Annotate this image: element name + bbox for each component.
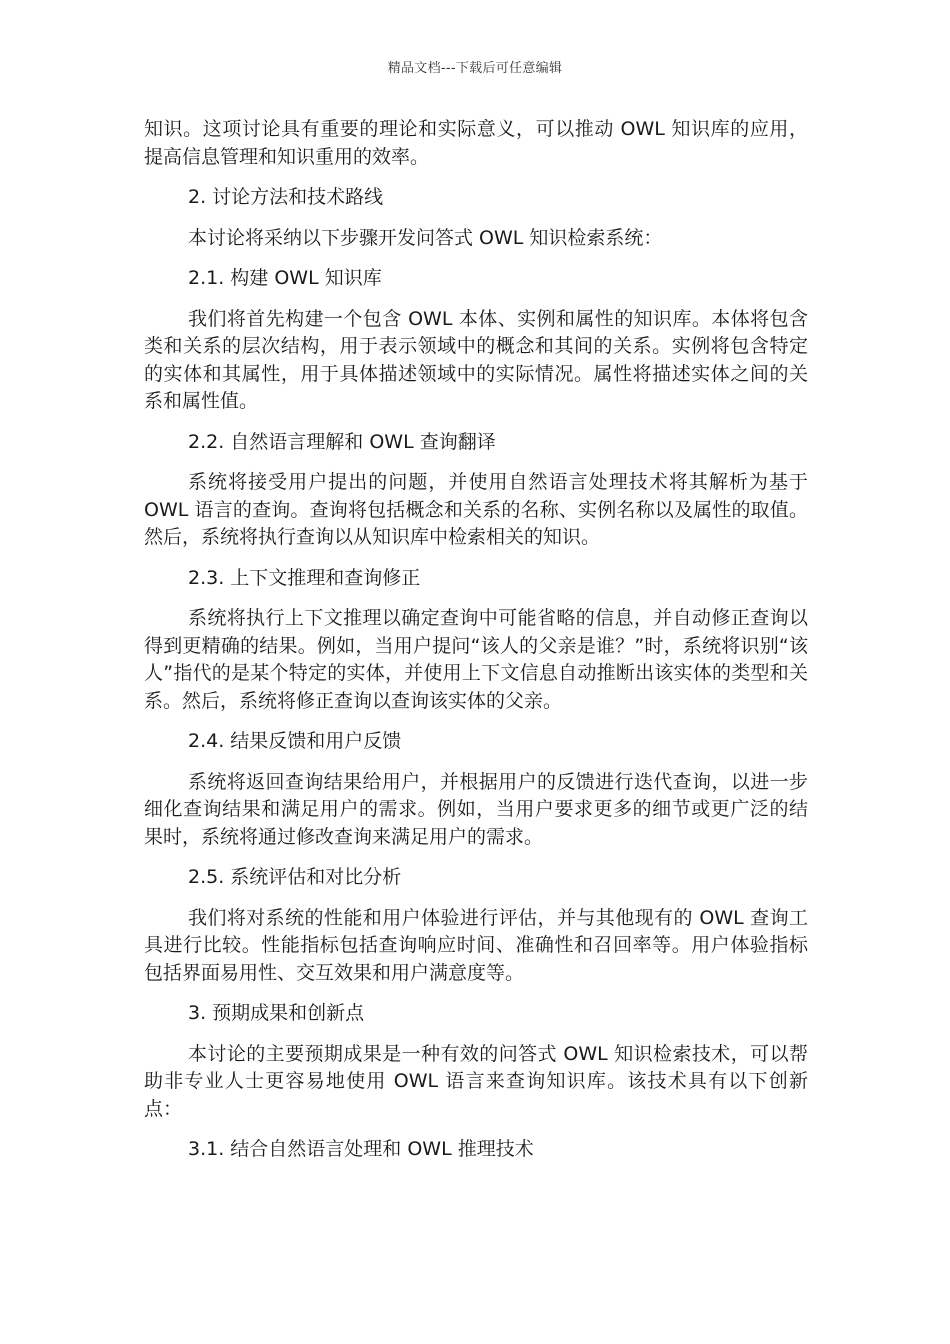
- document-body: [144, 116, 808, 1177]
- paragraph: 系统将返回查询结果给用户，并根据用户的反馈进行迭代查询，以进一步细化查询结果和满足用户的需求。例如，当用户要求更多的细节或更广泛的结果时，系统将通过修改查询来满足用户的需求。: [144, 770, 808, 848]
- paragraph: 本讨论的主要预期成果是一种有效的问答式 OWL 知识检索技术，可以帮助非专业人士更容易地使用 OWL 语言来查询知识库。该技术具有以下创新点：: [144, 1042, 808, 1120]
- paragraph: 系统将接受用户提出的问题，并使用自然语言处理技术将其解析为基于 OWL 语言的查询。查询将包括概念和关系的名称、实例名称以及属性的取值。然后，系统将执行查询以从知识库中检索相关的知识。: [144, 471, 808, 548]
- paragraph: 系统将执行上下文推理以确定查询中可能省略的信息，并自动修正查询以得到更精确的结果。例如，当用户提问“该人的父亲是谁？”时，系统将识别“该人”指代的是某个特定的实体，并使用上下文信息自动推断出该实体的类型和关系。然后，系统将修正查询以查询该实体的父亲。: [144, 607, 808, 712]
- section-heading-3-1: 3.1. 结合自然语言处理和 OWL 推理技术: [188, 1138, 534, 1160]
- section-heading-2-2: 2.2. 自然语言理解和 OWL 查询翻译: [188, 430, 496, 453]
- section-heading-2: 2. 讨论方法和技术路线: [188, 186, 384, 208]
- running-header: 精品文档---下载后可任意编辑: [387, 61, 563, 76]
- section-heading-2-3: 2.3. 上下文推理和查询修正: [188, 566, 421, 589]
- section-heading-3: 3. 预期成果和创新点: [188, 1002, 365, 1024]
- paragraph-continuation: 知识。这项讨论具有重要的理论和实际意义，可以推动 OWL 知识库的应用，提高信息管理和知识重用的效率。: [144, 118, 808, 168]
- section-heading-2-4: 2.4. 结果反馈和用户反馈: [188, 730, 402, 752]
- paragraph: 我们将对系统的性能和用户体验进行评估，并与其他现有的 OWL 查询工具进行比较。性能指标包括查询响应时间、准确性和召回率等。用户体验指标包括界面易用性、交互效果和用户满意度等。: [144, 906, 808, 984]
- paragraph: 本讨论将采纳以下步骤开发问答式 OWL 知识检索系统：: [188, 226, 663, 249]
- section-heading-2-1: 2.1. 构建 OWL 知识库: [188, 267, 382, 289]
- section-heading-2-5: 2.5. 系统评估和对比分析: [188, 866, 402, 888]
- paragraph: 我们将首先构建一个包含 OWL 本体、实例和属性的知识库。本体将包含类和关系的层次结构，用于表示领域中的概念和其间的关系。实例将包含特定的实体和其属性，用于具体描述领域中的实际情况。属性将描述实体之间的关系和属性值。: [144, 307, 808, 412]
